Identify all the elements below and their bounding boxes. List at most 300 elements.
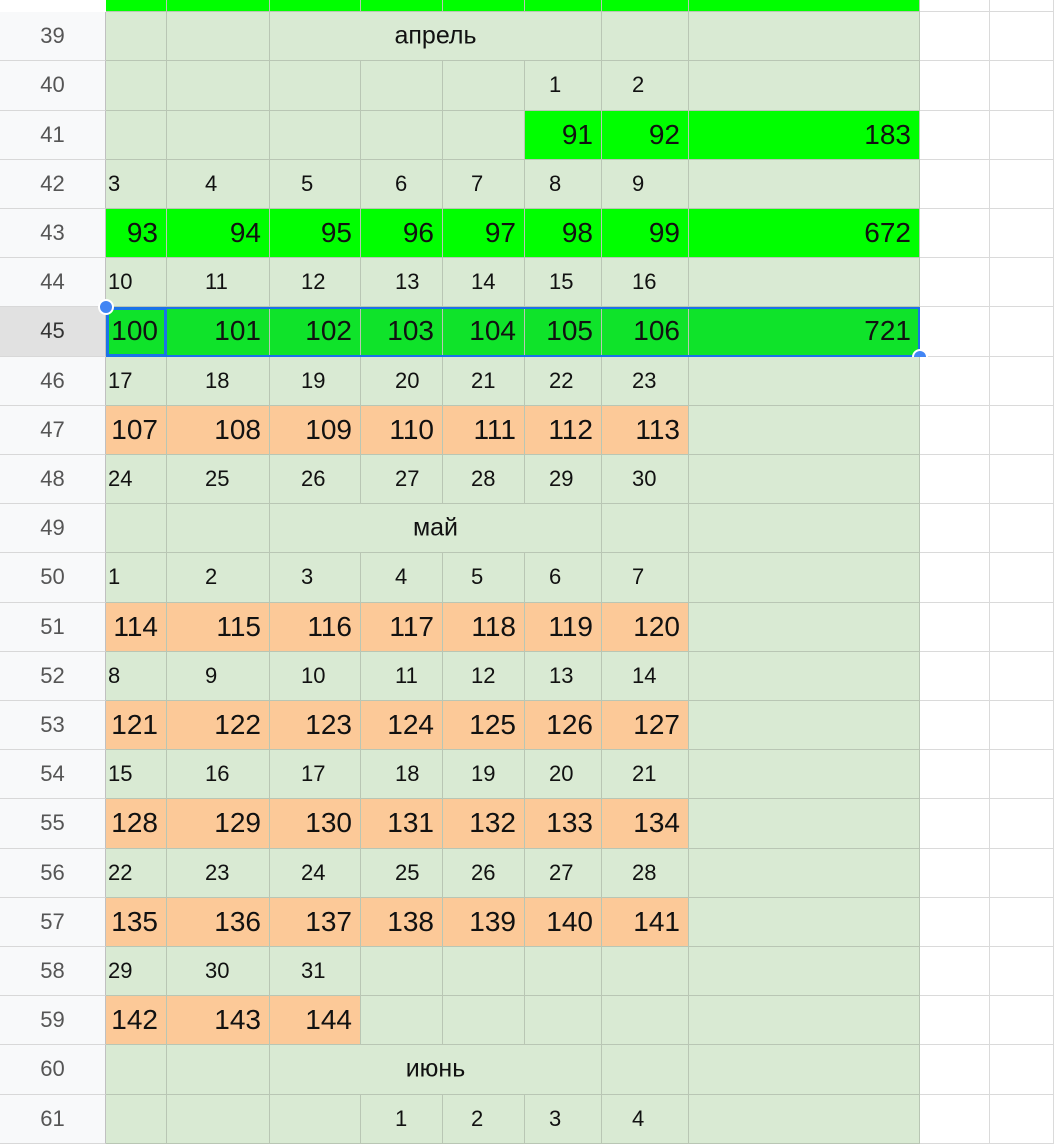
- cell[interactable]: [167, 61, 270, 110]
- day-number: 4: [205, 170, 218, 196]
- cell[interactable]: [689, 1045, 920, 1094]
- cell[interactable]: [443, 947, 525, 996]
- month-label-cell[interactable]: [270, 504, 602, 553]
- value-cell[interactable]: [270, 701, 361, 750]
- month-label-cell[interactable]: [270, 1045, 602, 1094]
- day-number-cell[interactable]: [525, 61, 602, 110]
- cell[interactable]: [270, 0, 361, 12]
- value-cell[interactable]: [106, 406, 167, 455]
- day-number-cell[interactable]: [270, 258, 361, 307]
- row-header[interactable]: 47: [0, 406, 106, 455]
- cell-value: 104: [469, 315, 516, 347]
- row-header[interactable]: 55: [0, 799, 106, 848]
- value-cell[interactable]: [270, 603, 361, 652]
- cell[interactable]: [106, 61, 167, 110]
- cell[interactable]: [689, 0, 920, 12]
- cell[interactable]: [920, 849, 990, 898]
- day-number: 1: [108, 564, 121, 590]
- cell[interactable]: [920, 996, 990, 1045]
- cell-value: 111: [473, 413, 516, 445]
- total-cell[interactable]: [689, 209, 920, 258]
- cell[interactable]: [990, 996, 1054, 1045]
- cell[interactable]: [990, 553, 1054, 602]
- cell[interactable]: [106, 1045, 167, 1094]
- total-cell[interactable]: [689, 111, 920, 160]
- value-cell[interactable]: [602, 603, 689, 652]
- day-number: 26: [301, 466, 326, 492]
- value-cell[interactable]: [443, 799, 525, 848]
- day-number-cell[interactable]: [443, 652, 525, 701]
- cell[interactable]: [920, 652, 990, 701]
- row-header[interactable]: 39: [0, 12, 106, 61]
- cell[interactable]: [920, 160, 990, 209]
- day-number-cell[interactable]: [443, 258, 525, 307]
- cell[interactable]: [167, 12, 270, 61]
- cell-value: 97: [484, 217, 516, 249]
- value-cell[interactable]: [602, 406, 689, 455]
- value-cell[interactable]: [525, 406, 602, 455]
- cell[interactable]: [689, 996, 920, 1045]
- row-header[interactable]: 45: [0, 307, 106, 356]
- value-cell[interactable]: [525, 307, 602, 356]
- cell[interactable]: [920, 307, 990, 356]
- cell[interactable]: [920, 455, 990, 504]
- day-number: 3: [549, 1105, 562, 1131]
- cell[interactable]: [525, 996, 602, 1045]
- day-number-cell[interactable]: [361, 455, 443, 504]
- cell[interactable]: [689, 406, 920, 455]
- day-number-cell[interactable]: [106, 160, 167, 209]
- value-cell[interactable]: [443, 406, 525, 455]
- cell[interactable]: [920, 1095, 990, 1144]
- cell[interactable]: [920, 12, 990, 61]
- cell-value: 105: [546, 315, 593, 347]
- value-cell[interactable]: [167, 603, 270, 652]
- row-header[interactable]: 52: [0, 652, 106, 701]
- cell[interactable]: [689, 12, 920, 61]
- cell[interactable]: [920, 553, 990, 602]
- day-number: 12: [471, 662, 496, 688]
- cell-value: 103: [387, 315, 434, 347]
- day-number-cell[interactable]: [602, 357, 689, 406]
- day-number-cell[interactable]: [525, 652, 602, 701]
- value-cell[interactable]: [525, 603, 602, 652]
- day-number-cell[interactable]: [361, 1095, 443, 1144]
- row-header[interactable]: 46: [0, 357, 106, 406]
- day-number-cell[interactable]: [602, 160, 689, 209]
- cell[interactable]: [689, 357, 920, 406]
- day-number-cell[interactable]: [361, 357, 443, 406]
- cell[interactable]: [525, 0, 602, 12]
- cell[interactable]: [443, 0, 525, 12]
- cell[interactable]: [106, 1095, 167, 1144]
- day-number-cell[interactable]: [443, 160, 525, 209]
- day-number-cell[interactable]: [443, 455, 525, 504]
- cell[interactable]: [689, 898, 920, 947]
- value-cell[interactable]: [106, 307, 167, 356]
- day-number-cell[interactable]: [106, 455, 167, 504]
- value-cell[interactable]: [106, 898, 167, 947]
- cell[interactable]: [990, 504, 1054, 553]
- cell[interactable]: [689, 455, 920, 504]
- cell[interactable]: [990, 307, 1054, 356]
- day-number-cell[interactable]: [525, 455, 602, 504]
- cell[interactable]: [270, 1095, 361, 1144]
- cell[interactable]: [920, 898, 990, 947]
- day-number-cell[interactable]: [361, 258, 443, 307]
- cell[interactable]: [920, 701, 990, 750]
- day-number-cell[interactable]: [106, 947, 167, 996]
- day-number-cell[interactable]: [106, 750, 167, 799]
- cell[interactable]: [920, 799, 990, 848]
- day-number: 15: [108, 761, 133, 787]
- day-number-cell[interactable]: [167, 849, 270, 898]
- cell[interactable]: [443, 111, 525, 160]
- row-header[interactable]: 58: [0, 947, 106, 996]
- value-cell[interactable]: [270, 898, 361, 947]
- cell[interactable]: [689, 750, 920, 799]
- total-cell[interactable]: [689, 307, 920, 356]
- cell-value: 99: [648, 217, 680, 249]
- value-cell[interactable]: [525, 209, 602, 258]
- cell[interactable]: [361, 996, 443, 1045]
- day-number-cell[interactable]: [602, 258, 689, 307]
- value-cell[interactable]: [361, 406, 443, 455]
- value-cell[interactable]: [443, 307, 525, 356]
- day-number: 28: [632, 859, 657, 885]
- cell-value: 134: [633, 807, 680, 839]
- value-cell[interactable]: [602, 898, 689, 947]
- day-number: 14: [471, 269, 496, 295]
- row-header[interactable]: 56: [0, 849, 106, 898]
- value-cell[interactable]: [361, 307, 443, 356]
- cell[interactable]: [689, 603, 920, 652]
- day-number-cell[interactable]: [602, 652, 689, 701]
- row-header[interactable]: 60: [0, 1045, 106, 1094]
- cell[interactable]: [990, 652, 1054, 701]
- day-number-cell[interactable]: [106, 652, 167, 701]
- value-cell[interactable]: [361, 799, 443, 848]
- cell[interactable]: [990, 1095, 1054, 1144]
- value-cell[interactable]: [106, 701, 167, 750]
- cell[interactable]: [602, 1045, 689, 1094]
- day-number-cell[interactable]: [525, 357, 602, 406]
- day-number-cell[interactable]: [361, 750, 443, 799]
- value-cell[interactable]: [443, 209, 525, 258]
- cell[interactable]: [920, 61, 990, 110]
- cell[interactable]: [270, 111, 361, 160]
- cell[interactable]: [689, 701, 920, 750]
- cell[interactable]: [689, 160, 920, 209]
- day-number-cell[interactable]: [443, 357, 525, 406]
- cell[interactable]: [361, 0, 443, 12]
- day-number: 9: [205, 662, 218, 688]
- cell-value: 93: [126, 217, 158, 249]
- row-header[interactable]: 51: [0, 603, 106, 652]
- cell-value: 106: [633, 315, 680, 347]
- row-header[interactable]: 61: [0, 1095, 106, 1144]
- day-number-cell[interactable]: [525, 750, 602, 799]
- day-number-cell[interactable]: [361, 160, 443, 209]
- day-number-cell[interactable]: [106, 553, 167, 602]
- total-value: 721: [864, 315, 911, 347]
- cell-value: 113: [635, 413, 680, 445]
- value-cell[interactable]: [167, 406, 270, 455]
- value-cell[interactable]: [270, 307, 361, 356]
- value-cell[interactable]: [361, 603, 443, 652]
- value-cell[interactable]: [443, 603, 525, 652]
- day-number-cell[interactable]: [270, 553, 361, 602]
- day-number: 2: [205, 564, 218, 590]
- day-number-cell[interactable]: [361, 553, 443, 602]
- day-number-cell[interactable]: [443, 1095, 525, 1144]
- row-header[interactable]: 54: [0, 750, 106, 799]
- cell[interactable]: [602, 996, 689, 1045]
- day-number-cell[interactable]: [270, 455, 361, 504]
- day-number-cell[interactable]: [602, 849, 689, 898]
- day-number-cell[interactable]: [167, 160, 270, 209]
- day-number-cell[interactable]: [167, 357, 270, 406]
- cell[interactable]: [689, 652, 920, 701]
- cell[interactable]: [689, 947, 920, 996]
- cell[interactable]: [920, 0, 990, 12]
- value-cell[interactable]: [106, 996, 167, 1045]
- cell[interactable]: [990, 898, 1054, 947]
- day-number: 24: [108, 466, 133, 492]
- row-header[interactable]: 48: [0, 455, 106, 504]
- row-header[interactable]: 57: [0, 898, 106, 947]
- day-number: 17: [301, 761, 326, 787]
- cell[interactable]: [525, 947, 602, 996]
- cell[interactable]: [167, 0, 270, 12]
- cell[interactable]: [990, 111, 1054, 160]
- value-cell[interactable]: [106, 603, 167, 652]
- day-number: 6: [549, 564, 562, 590]
- cell[interactable]: [920, 111, 990, 160]
- day-number-cell[interactable]: [270, 750, 361, 799]
- cell[interactable]: [167, 111, 270, 160]
- day-number-cell[interactable]: [270, 160, 361, 209]
- value-cell[interactable]: [106, 209, 167, 258]
- cell[interactable]: [167, 1045, 270, 1094]
- cell-value: 131: [387, 807, 434, 839]
- day-number-cell[interactable]: [443, 553, 525, 602]
- day-number-cell[interactable]: [602, 750, 689, 799]
- row-header[interactable]: 42: [0, 160, 106, 209]
- value-cell[interactable]: [525, 898, 602, 947]
- day-number-cell[interactable]: [167, 553, 270, 602]
- day-number: 21: [632, 761, 657, 787]
- cell[interactable]: [443, 996, 525, 1045]
- value-cell[interactable]: [525, 701, 602, 750]
- cell-value: 102: [305, 315, 352, 347]
- cell[interactable]: [990, 750, 1054, 799]
- cell[interactable]: [106, 504, 167, 553]
- day-number-cell[interactable]: [602, 455, 689, 504]
- value-cell[interactable]: [443, 701, 525, 750]
- day-number: 30: [205, 958, 230, 984]
- value-cell[interactable]: [270, 996, 361, 1045]
- day-number: 23: [632, 367, 657, 393]
- value-cell[interactable]: [361, 209, 443, 258]
- cell-value: 116: [307, 610, 352, 642]
- cell[interactable]: [689, 504, 920, 553]
- row-header[interactable]: 41: [0, 111, 106, 160]
- cell[interactable]: [602, 12, 689, 61]
- value-cell[interactable]: [361, 701, 443, 750]
- cell[interactable]: [920, 209, 990, 258]
- cell[interactable]: [990, 0, 1054, 12]
- cell[interactable]: [990, 849, 1054, 898]
- day-number-cell[interactable]: [167, 455, 270, 504]
- row-header[interactable]: 59: [0, 996, 106, 1045]
- day-number-cell[interactable]: [167, 652, 270, 701]
- cell[interactable]: [689, 1095, 920, 1144]
- day-number-cell[interactable]: [602, 1095, 689, 1144]
- cell[interactable]: [920, 750, 990, 799]
- day-number-cell[interactable]: [270, 357, 361, 406]
- cell[interactable]: [270, 61, 361, 110]
- cell[interactable]: [920, 603, 990, 652]
- day-number: 1: [549, 72, 562, 98]
- cell[interactable]: [361, 111, 443, 160]
- cell[interactable]: [106, 0, 167, 12]
- cell[interactable]: [689, 258, 920, 307]
- day-number-cell[interactable]: [602, 553, 689, 602]
- day-number-cell[interactable]: [525, 160, 602, 209]
- value-cell[interactable]: [602, 111, 689, 160]
- value-cell[interactable]: [167, 898, 270, 947]
- day-number-cell[interactable]: [525, 849, 602, 898]
- day-number: 26: [471, 859, 496, 885]
- cell[interactable]: [361, 61, 443, 110]
- day-number-cell[interactable]: [167, 750, 270, 799]
- day-number: 25: [395, 859, 420, 885]
- day-number: 9: [632, 170, 645, 196]
- cell[interactable]: [689, 553, 920, 602]
- cell[interactable]: [920, 1045, 990, 1094]
- cell[interactable]: [689, 61, 920, 110]
- day-number: 22: [108, 859, 133, 885]
- cell[interactable]: [990, 209, 1054, 258]
- value-cell[interactable]: [602, 209, 689, 258]
- day-number-cell[interactable]: [361, 849, 443, 898]
- row-header[interactable]: 40: [0, 61, 106, 110]
- value-cell[interactable]: [167, 307, 270, 356]
- cell[interactable]: [602, 504, 689, 553]
- cell[interactable]: [167, 504, 270, 553]
- cell[interactable]: [990, 357, 1054, 406]
- day-number-cell[interactable]: [270, 947, 361, 996]
- day-number-cell[interactable]: [361, 652, 443, 701]
- value-cell[interactable]: [270, 209, 361, 258]
- row-header[interactable]: 44: [0, 258, 106, 307]
- cell[interactable]: [167, 1095, 270, 1144]
- cell[interactable]: [990, 61, 1054, 110]
- cell[interactable]: [920, 947, 990, 996]
- cell[interactable]: [990, 1045, 1054, 1094]
- value-cell[interactable]: [167, 209, 270, 258]
- cell-value: 126: [546, 709, 593, 741]
- cell[interactable]: [106, 12, 167, 61]
- value-cell[interactable]: [270, 406, 361, 455]
- day-number-cell[interactable]: [270, 849, 361, 898]
- day-number: 5: [301, 170, 314, 196]
- value-cell[interactable]: [361, 898, 443, 947]
- cell[interactable]: [920, 258, 990, 307]
- cell[interactable]: [106, 111, 167, 160]
- cell[interactable]: [990, 603, 1054, 652]
- value-cell[interactable]: [167, 799, 270, 848]
- day-number-cell[interactable]: [106, 258, 167, 307]
- cell[interactable]: [990, 160, 1054, 209]
- value-cell[interactable]: [602, 799, 689, 848]
- value-cell[interactable]: [106, 799, 167, 848]
- cell[interactable]: [361, 947, 443, 996]
- cell[interactable]: [990, 799, 1054, 848]
- day-number-cell[interactable]: [106, 849, 167, 898]
- day-number: 17: [108, 367, 133, 393]
- day-number: 27: [395, 466, 420, 492]
- value-cell[interactable]: [525, 799, 602, 848]
- row-header[interactable]: 50: [0, 553, 106, 602]
- cell[interactable]: [443, 61, 525, 110]
- cell[interactable]: [689, 849, 920, 898]
- cell-value: 123: [305, 709, 352, 741]
- cell[interactable]: [990, 406, 1054, 455]
- cell[interactable]: [990, 455, 1054, 504]
- day-number-cell[interactable]: [525, 553, 602, 602]
- cell-value: 144: [305, 1004, 352, 1036]
- day-number-cell[interactable]: [602, 61, 689, 110]
- cell[interactable]: [602, 947, 689, 996]
- day-number-cell[interactable]: [525, 258, 602, 307]
- cell[interactable]: [602, 0, 689, 12]
- cell[interactable]: [920, 406, 990, 455]
- day-number-cell[interactable]: [167, 947, 270, 996]
- row-header[interactable]: 53: [0, 701, 106, 750]
- value-cell[interactable]: [443, 898, 525, 947]
- cell[interactable]: [920, 357, 990, 406]
- day-number-cell[interactable]: [270, 652, 361, 701]
- day-number: 7: [632, 564, 645, 590]
- value-cell[interactable]: [525, 111, 602, 160]
- day-number-cell[interactable]: [525, 1095, 602, 1144]
- value-cell[interactable]: [270, 799, 361, 848]
- cell[interactable]: [990, 12, 1054, 61]
- day-number-cell[interactable]: [443, 849, 525, 898]
- value-cell[interactable]: [602, 307, 689, 356]
- cell[interactable]: [990, 701, 1054, 750]
- value-cell[interactable]: [602, 701, 689, 750]
- value-cell[interactable]: [167, 701, 270, 750]
- cell[interactable]: [920, 504, 990, 553]
- day-number-cell[interactable]: [167, 258, 270, 307]
- cell[interactable]: [990, 947, 1054, 996]
- day-number-cell[interactable]: [106, 357, 167, 406]
- day-number: 11: [205, 269, 228, 295]
- row-header[interactable]: 49: [0, 504, 106, 553]
- value-cell[interactable]: [167, 996, 270, 1045]
- cell[interactable]: [990, 258, 1054, 307]
- day-number: 14: [632, 662, 657, 688]
- cell[interactable]: [689, 799, 920, 848]
- day-number-cell[interactable]: [443, 750, 525, 799]
- day-number: 1: [395, 1105, 408, 1131]
- month-label-cell[interactable]: [270, 12, 602, 61]
- row-header[interactable]: 43: [0, 209, 106, 258]
- day-number: 10: [301, 662, 326, 688]
